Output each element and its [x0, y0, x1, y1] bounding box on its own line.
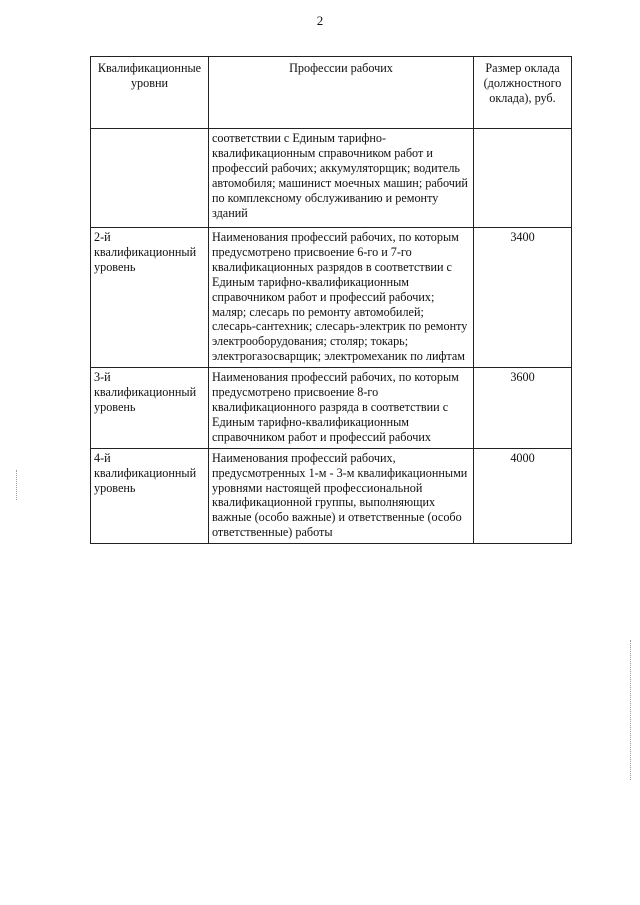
level-cell: 3-й квалификационный уровень — [91, 368, 209, 449]
salary-cell: 4000 — [474, 448, 572, 543]
salary-cell: 3600 — [474, 368, 572, 449]
page-number: 2 — [316, 13, 324, 28]
table-row — [91, 228, 572, 368]
table-row — [91, 448, 572, 543]
salary-table — [90, 56, 572, 544]
level-cell — [91, 129, 209, 228]
professions-cell: Наименования профессий рабочих, предусмотренных 1-м - 3-м квалификационными уровнями настоящей профессиональной квалификационной группы, выполняющих важные (особо важные) и ответственные (особо ответственные) работы — [209, 448, 474, 543]
header-salary: Размер оклада (должностного оклада), руб. — [474, 57, 572, 129]
level-cell: 2-й квалификационный уровень — [91, 228, 209, 368]
table-row — [91, 129, 572, 228]
table-header-row — [91, 57, 572, 129]
professions-cell: Наименования профессий рабочих, по которым предусмотрено присвоение 6-го и 7-го квалификационных разрядов в соответствии с Единым тарифно-квалификационным справочником работ и профессий рабочих; маляр; слесарь по ремонту автомобилей; слесарь-сантехник; слесарь-электрик по ремонту электрооборудования; столяр; токарь; электрогазосварщик; электромеханик по лифтам — [209, 228, 474, 368]
salary-cell — [474, 129, 572, 228]
table-row — [91, 368, 572, 449]
professions-cell: соответствии с Единым тарифно-квалификационным справочником работ и профессий рабочих; аккумуляторщик; водитель автомобиля; машинист моечных машин; рабочий по комплексному обслуживанию и ремонту зданий — [209, 129, 474, 228]
header-professions: Профессии рабочих — [209, 57, 474, 129]
professions-cell: Наименования профессий рабочих, по которым предусмотрено присвоение 8-го квалификационного разряда в соответствии с Единым тарифно-квалификационным справочником работ и профессий рабочих — [209, 368, 474, 449]
scan-margin-mark-left — [16, 470, 18, 500]
level-cell: 4-й квалификационный уровень — [91, 448, 209, 543]
header-level: Квалификационные уровни — [91, 57, 209, 129]
scan-margin-mark-right — [630, 640, 632, 780]
salary-cell: 3400 — [474, 228, 572, 368]
